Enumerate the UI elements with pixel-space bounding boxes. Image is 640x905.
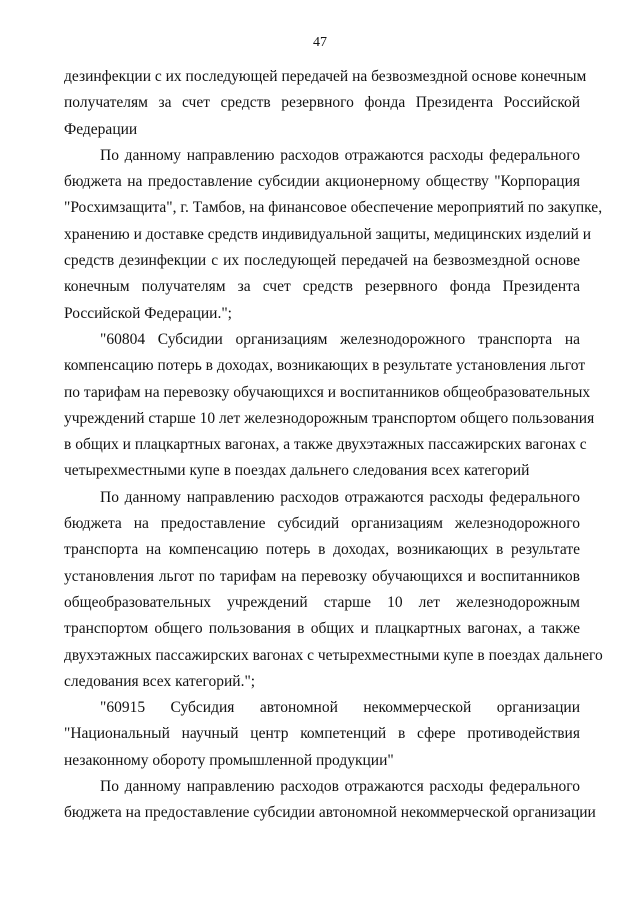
text-line: бюджета на предоставление субсидий организациям железнодорожного [64, 515, 580, 533]
text-line: бюджета на предоставление субсидии автономной некоммерческой организации [64, 804, 596, 822]
text-line: "Росхимзащита", г. Тамбов, на финансовое обеспечение мероприятий по закупке, [64, 199, 603, 217]
paragraph [64, 485, 603, 695]
text-line: "Национальный научный центр компетенций в сфере противодействия [64, 725, 580, 743]
text-line: "60804 Субсидии организациям железнодорожного транспорта на [100, 330, 580, 348]
paragraph [64, 327, 595, 485]
text-line: По данному направлению расходов отражаются расходы федерального [100, 146, 580, 164]
text-line: компенсацию потерь в доходах, возникающих в результате установления льгот [64, 357, 586, 375]
text-line: Российской Федерации."; [64, 304, 232, 322]
text-line: в общих и плацкартных вагонах, а также двухэтажных пассажирских вагонах с [64, 436, 587, 454]
text-line: дезинфекции с их последующей передачей на безвозмездной основе конечным [64, 68, 587, 85]
text-line: Федерации [64, 120, 138, 138]
document-body [64, 64, 603, 827]
page-number: 47 [313, 35, 327, 50]
paragraph [64, 143, 603, 327]
text-line: установления льгот по тарифам на перевозку обучающихся и воспитанников [64, 567, 580, 585]
text-line: общеобразовательных учреждений старше 10 лет железнодорожным [64, 593, 580, 611]
text-line: По данному направлению расходов отражаются расходы федерального [100, 778, 580, 796]
text-line: транспорта на компенсацию потерь в доходах, возникающих в результате [64, 541, 580, 559]
text-line: По данному направлению расходов отражаются расходы федерального [100, 488, 580, 506]
text-line: конечным получателям за счет средств резервного фонда Президента [64, 278, 580, 296]
text-line: бюджета на предоставление субсидии акционерному обществу "Корпорация [64, 173, 580, 191]
paragraph [64, 695, 580, 774]
text-line: учреждений старше 10 лет железнодорожным транспортом общего пользования [64, 409, 595, 427]
text-line: по тарифам на перевозку обучающихся и воспитанников общеобразовательных [64, 383, 591, 401]
text-line: незаконному обороту промышленной продукции" [64, 751, 394, 769]
text-line: двухэтажных пассажирских вагонах с четырехместными купе в поездах дальнего [64, 646, 603, 664]
paragraph [64, 64, 587, 143]
text-line: следования всех категорий."; [64, 672, 256, 690]
text-line: транспортом общего пользования в общих и плацкартных вагонах, а также [64, 620, 580, 638]
text-line: "60915 Субсидия автономной некоммерческой организации [100, 699, 580, 717]
text-line: средств дезинфекции с их последующей передачей на безвозмездной основе [64, 252, 580, 270]
text-line: четырехместными купе в поездах дальнего следования всех категорий [64, 462, 530, 480]
text-line: хранению и доставке средств индивидуальной защиты, медицинских изделий и [64, 225, 592, 243]
paragraph [64, 774, 596, 827]
text-line: получателям за счет средств резервного фонда Президента Российской [64, 94, 580, 112]
